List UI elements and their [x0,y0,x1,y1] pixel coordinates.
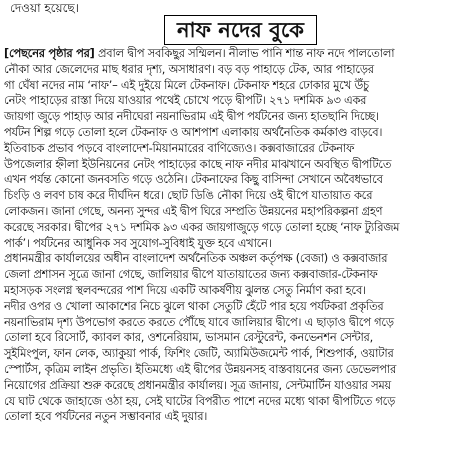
article-line: পার্ক’। পর্যটনের আধুনিক সব সুযোগ-সুবিধাই যুক্ত হবে এখানে। [4,236,272,250]
article-line: জেলা প্রশাসন সূত্রে জানা গেছে, জালিয়ার দ্বীপে যাতায়াতের জন্য কক্সবাজার-টেকনাফ [4,268,378,282]
article-line: মহাসড়ক সংলগ্ন স্থলবন্দরের পাশ দিয়ে একটি আকর্ষণীয় ঝুলন্ত সেতু নির্মাণ করা হবে। [4,283,366,297]
previous-article-tail: দেওয়া হয়েছে। [10,1,79,15]
article-line: পর্যটন শিল্প গড়ে তোলা হলে টেকনাফ ও আশপাশ এলাকায় অর্থনৈতিক কর্মকাণ্ড বাড়বে। [4,125,383,139]
article-line: তোলা হবে রিসোর্ট, ক্যাবল কার, ওশনেরিয়াম, ভাসমান রেস্টুরেন্ট, কনভেনশন সেন্টার, [4,331,373,345]
continuation-tag: [পেছনের পৃষ্ঠার পর] [4,47,95,60]
article-line: চিংড়ি ও লবণ চাষ করে দীর্ঘদিন ধরে। ছোট ডিঙি নৌকা দিয়ে ওই দ্বীপে যাতায়াত করে [4,189,373,203]
article-line: এখন পর্যন্ত কোনো জনবসতি গড়ে ওঠেনি। টেকনাফের কিছু বাসিন্দা সেখানে অবৈধভাবে [4,173,383,187]
article-line: সুইমিংপুল, ফান লেক, অ্যাকুয়া পার্ক, ফিশিং জেটি, অ্যামিউজমেন্ট পার্ক, শিশুপার্ক, ওয়াটার [4,347,394,361]
article-line: যে ঘাট থেকে জাহাজে ওঠা হয়, সেই ঘাটের বিপরীত পাশে নদের মধ্যে থাকা দ্বীপটিতে গড়ে [4,394,395,408]
article-line: নৌকা আর জেলেদের মাছ ধরার দৃশ্য, অসাধারণ। বড় বড় পাহাড়ে টেক, আর পাহাড়ের [4,62,374,76]
article-line: করেছে সরকার। দ্বীপের ২৭১ দশমিক ৯৩ একর জায়গাজুড়ে গড়ে তোলা হচ্ছে ‘নাফ ট্যুরিজম [4,220,400,234]
article-line: স্পোর্টস, কৃত্রিম লাইন প্রভৃতি। ইতিমধ্যে এই দ্বীপের উন্নয়নসহ বাস্তবায়নের জন্য ডেভেলপার [4,362,396,376]
article-line: নদীর ওপর ও খোলা আকাশের নিচে ঝুলে থাকা সেতুটি হেঁটে পার হয়ে পর্যটকরা প্রকৃতির [4,299,384,313]
paragraph-1 [0,46,471,251]
article-body [0,46,471,425]
paragraph-2 [0,251,471,425]
headline: নাফ নদের বুকে [164,15,317,45]
article-line: জায়গা জুড়ে পাহাড় আর নদীঘেরা নয়নাভিরাম এই দ্বীপ পর্যটনের জন্য হাতছানি দিচ্ছে। [4,110,379,124]
article-line: [পেছনের পৃষ্ঠার পর] প্রবাল দ্বীপ সবকিছুর সম্মিলন। নীলাভ পানি শান্ত নাফ নদে পালতোলা [4,47,395,60]
article-line: গা ঘেঁষা নদের নাম ‘নাফ’– এই দুইয়ে মিলে টেকনাফ। টেকনাফ শহরে ঢোকার মুখে উঁচু [4,78,369,92]
article-line: নয়নাভিরাম দৃশ্য উপভোগ করতে করতে পৌঁছে যাবে জালিয়ার দ্বীপে। এ ছাড়াও দ্বীপে গড়ে [4,315,394,329]
article-line: নেটং পাহাড়ের রাস্তা দিয়ে যাওয়ার পথেই চোখে পড়ে দ্বীপটি। ২৭১ দশমিক ৯৩ একর [4,94,367,108]
article-line: ইতিবাচক প্রভাব পড়বে বাংলাদেশ-মিয়ানমারের বাণিজ্যেও। কক্সবাজারের টেকনাফ [4,141,355,155]
article-line: নিয়োগের প্রক্রিয়া শুরু করেছে প্রধানমন্ত্রীর কার্যালয়। সূত্র জানায়, সেন্টমার্টিন যাওয়ার সময় [4,378,391,392]
article-line: প্রধানমন্ত্রীর কার্যালয়ের অধীন বাংলাদেশ অর্থনৈতিক অঞ্চল কর্তৃপক্ষ (বেজা) ও কক্সবাজার [4,252,388,266]
article-line: লোকজন। জানা গেছে, অনন্য সুন্দর এই দ্বীপ ঘিরে সম্প্রতি উন্নয়নের মহাপরিকল্পনা গ্রহণ [4,204,383,218]
article-line: উপজেলার হ্নীলা ইউনিয়নের নেটং পাহাড়ের কাছে নাফ নদীর মাঝখানে অবস্থিত দ্বীপটিতে [4,157,392,171]
article-line: তোলা হবে পর্যটনের নতুন সম্ভাবনার এই দুয়ার। [4,410,208,424]
